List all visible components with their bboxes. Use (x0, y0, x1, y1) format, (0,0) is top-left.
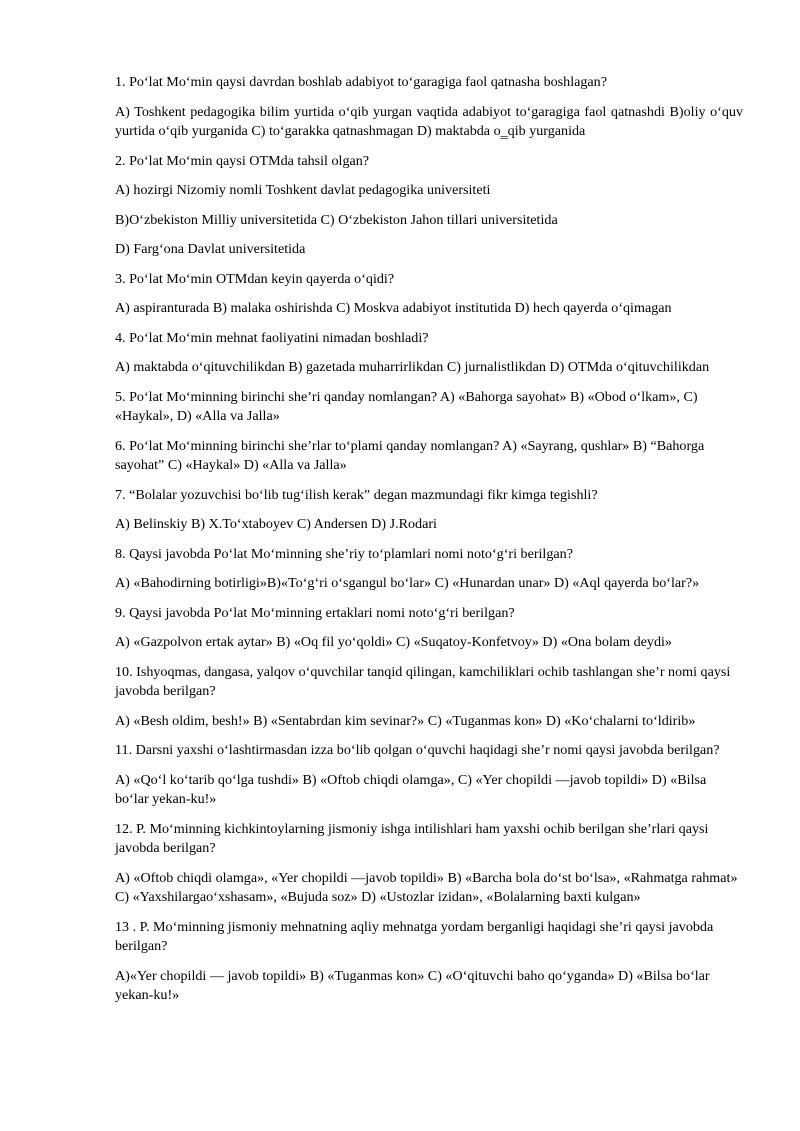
answers-7: A) Belinskiy B) X.To‘xtaboyev C) Andersen D) J.Rodari (115, 516, 437, 532)
question-5: 5. Po‘lat Mo‘minning birinchi she’ri qanday nomlangan? A) «Bahorga sayohat» B) «Obod o‘lkam», C) «Haykal», D) «Alla va Jalla» (115, 388, 698, 424)
question-11: 11. Darsni yaxshi o‘lashtirmasdan izza bo‘lib qolgan o‘quvchi haqidagi she’r nomi qaysi javobda berilgan? (115, 742, 720, 758)
answers-9: A) «Gazpolvon ertak aytar» B) «Oq fil yo‘qoldi» C) «Suqatoy-Konfetvoy» D) «Ona bolam deydi» (115, 634, 672, 650)
question-4: 4. Po‘lat Mo‘min mehnat faoliyatini nimadan boshladi? (115, 329, 429, 346)
answers-10: A) «Besh oldim, besh!» B) «Sentabrdan kim sevinar?» C) «Tuganmas kon» D) «Ko‘chalarni to‘ldirib» (115, 712, 696, 729)
answers-3: A) aspiranturada B) malaka oshirishda C) Moskva adabiyot institutida D) hech qayerda o‘qimagan (115, 300, 672, 316)
question-12: 12. P. Mo‘minning kichkintoylarning jismoniy ishga intilishlari ham yaxshi ochib berilgan she’rlari qaysi javobda berilgan? (115, 820, 709, 856)
question-3: 3. Po‘lat Mo‘min OTMdan keyin qayerda o‘qidi? (115, 270, 395, 287)
answers-1: A) Toshkent pedagogika bilim yurtida o‘qib yurgan vaqtida adabiyot to‘garagiga faol qatnashdi B)oliy o‘quv yurtida o‘qib yurganida C) to‘garakka qatnashmagan D) maktabda o‗qib yurganida (115, 103, 743, 139)
answers-12: A) «Oftob chiqdi olamga», «Yer chopildi —javob topildi» B) «Barcha bola do‘st bo‘lsa», «Rahmatga rahmat» C) «Yaxshilargao‘xshasam», «Bujuda soz» D) «Ustozlar izidan», «Bolalarning baxti kulgan» (115, 869, 738, 905)
answers-2-bc: B)O‘zbekiston Milliy universitetida C) O‘zbekiston Jahon tillari universitetida (115, 211, 558, 228)
question-10: 10. Ishyoqmas, dangasa, yalqov o‘quvchilar tanqid qilingan, kamchiliklari ochib tashlangan she’r nomi qaysi javobda berilgan? (115, 663, 731, 699)
question-6: 6. Po‘lat Mo‘minning birinchi she’rlar to‘plami qanday nomlangan? A) «Sayrang, qushlar» B) “Bahorga sayohat” C) «Haykal» D) «Alla va Jalla» (115, 437, 705, 473)
question-8: 8. Qaysi javobda Po‘lat Mo‘minning she’riy to‘plamlari nomi noto‘g‘ri berilgan? (115, 545, 573, 562)
answers-2-a: A) hozirgi Nizomiy nomli Toshkent davlat pedagogika universiteti (115, 182, 491, 198)
document-page (115, 73, 743, 1016)
question-9: 9. Qaysi javobda Po‘lat Mo‘minning ertaklari nomi noto‘g‘ri berilgan? (115, 604, 515, 621)
answers-4: A) maktabda o‘qituvchilikdan B) gazetada muharrirlikdan C) jurnalistlikdan D) OTMda o‘qituvchilikdan (115, 359, 710, 375)
question-13: 13 . P. Mo‘minning jismoniy mehnatning aqliy mehnatga yordam berganligi haqidagi she’ri qaysi javobda berilgan? (115, 918, 714, 954)
question-7: 7. “Bolalar yozuvchisi bo‘lib tug‘ilish kerak” degan mazmundagi fikr kimga tegishli? (115, 486, 598, 503)
question-2: 2. Po‘lat Mo‘min qaysi OTMda tahsil olgan? (115, 152, 370, 169)
answers-8: A) «Bahodirning botirligi»B)«To‘g‘ri o‘sgangul bo‘lar» C) «Hunardan unar» D) «Aql qayerda bo‘lar?» (115, 575, 700, 591)
answers-2-d: D) Farg‘ona Davlat universitetida (115, 241, 306, 257)
answers-13: A)«Yer chopildi — javob topildi» B) «Tuganmas kon» C) «O‘qituvchi baho qo‘yganda» D) «Bilsa bo‘lar yekan-ku!» (115, 967, 710, 1003)
answers-11: A) «Qo‘l ko‘tarib qo‘lga tushdi» B) «Oftob chiqdi olamga», C) «Yer chopildi —javob topildi» D) «Bilsa bo‘lar yekan-ku!» (115, 771, 707, 807)
question-1: 1. Po‘lat Mo‘min qaysi davrdan boshlab adabiyot to‘garagiga faol qatnasha boshlagan? (115, 74, 607, 90)
